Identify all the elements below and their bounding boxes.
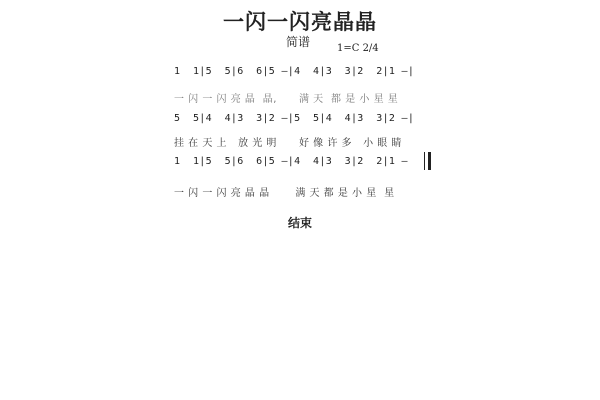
notation-line-1: 1 1|5 5|6 6|5 —|4 4|3 3|2 2|1 —| [174,66,415,77]
lyrics-line-1: 一 闪 一 闪 亮 晶 晶, 满 天 都 是 小 星 星 [174,94,399,105]
lyrics-line-2: 挂 在 天 上 放 光 明 好 像 许 多 小 眼 睛 [174,138,402,149]
key-signature: 1=C 2/4 [337,43,379,54]
lyrics-line-3: 一 闪 一 闪 亮 晶 晶 满 天 都 是 小 星 星 [174,188,395,199]
notation-line-3: 1 1|5 5|6 6|5 —|4 4|3 3|2 2|1 — [174,156,408,167]
subtitle: 简谱 [286,35,311,49]
end-label: 结束 [287,216,312,230]
song-title: 一闪一闪亮晶晶 [223,10,377,34]
final-barline-thick [428,152,431,170]
final-barline-thin [424,152,425,170]
notation-line-2: 5 5|4 4|3 3|2 —|5 5|4 4|3 3|2 —| [174,113,415,124]
